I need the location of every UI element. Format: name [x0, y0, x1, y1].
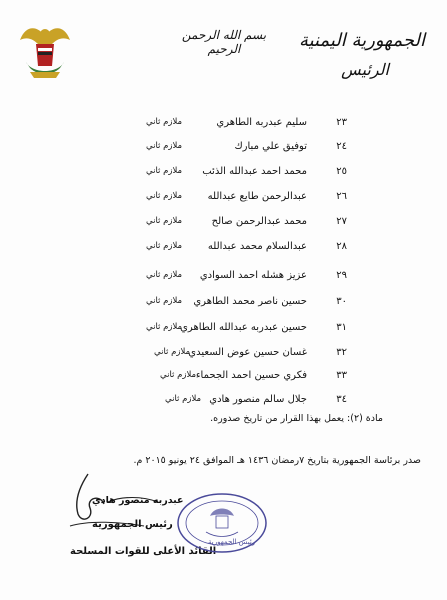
- list-item: [0, 322, 447, 340]
- list-item: [0, 141, 447, 159]
- item-number: ٣٢: [336, 347, 347, 358]
- rank: ملازم ثاني: [146, 216, 183, 226]
- rank: ملازم ثاني: [146, 296, 183, 306]
- item-number: ٣٠: [336, 296, 347, 307]
- issue-date-line: صدر برئاسة الجمهورية بتاريخ ٧رمضان ١٤٣٦ هـ الموافق ٢٤ يونيو ٢٠١٥ م.: [133, 455, 421, 466]
- signatory-command: القائد الأعلى للقوات المسلحة: [70, 546, 217, 557]
- article-clause: مادة (٢): يعمل بهذا القرار من تاريخ صدوره.: [210, 413, 383, 424]
- item-number: ٣٤: [336, 394, 347, 405]
- signatory-name: عبدربه منصور هادي: [92, 495, 184, 506]
- item-number: ٢٥: [336, 166, 347, 177]
- list-item: [0, 270, 447, 288]
- item-number: ٢٤: [336, 141, 347, 152]
- person-name: محمد احمد عبدالله الذئب: [202, 166, 307, 177]
- person-name: حسين ناصر محمد الطاهري: [193, 296, 307, 307]
- list-item: [0, 166, 447, 184]
- office-heading: الرئيس: [341, 60, 389, 79]
- seal-label: رئيس الجمهورية: [208, 538, 256, 546]
- person-name: عزيز هشله احمد السوادي: [199, 270, 307, 281]
- rank: ملازم ثاني: [146, 270, 183, 280]
- rank: ملازم ثاني: [154, 347, 191, 357]
- list-item: [0, 216, 447, 234]
- rank: ملازم ثاني: [160, 370, 197, 380]
- list-item: [0, 394, 447, 412]
- list-item: [0, 241, 447, 259]
- rank: ملازم ثاني: [146, 141, 183, 151]
- rank: ملازم ثاني: [146, 117, 183, 127]
- person-name: جلال سالم منصور هادي: [209, 394, 307, 405]
- item-number: ٢٧: [336, 216, 347, 227]
- person-name: فكري حسين احمد الجحماء: [195, 370, 307, 381]
- signatory-title: رئيس الجمهورية: [92, 519, 173, 530]
- list-item: [0, 370, 447, 388]
- list-item: [0, 191, 447, 209]
- item-number: ٢٣: [336, 117, 347, 128]
- person-name: عبدالرحمن طايع عبدالله: [207, 191, 307, 202]
- list-item: [0, 296, 447, 314]
- item-number: ٢٦: [336, 191, 347, 202]
- rank: ملازم ثاني: [146, 166, 183, 176]
- person-name: محمد عبدالرحمن صالح: [211, 216, 307, 227]
- person-name: توفيق علي مبارك: [234, 141, 307, 152]
- item-number: ٢٩: [336, 270, 347, 281]
- person-name: عبدالسلام محمد عبدالله: [207, 241, 307, 252]
- list-item: [0, 117, 447, 135]
- rank: ملازم ثاني: [146, 322, 183, 332]
- item-number: ٣٣: [336, 370, 347, 381]
- republic-heading: الجمهورية اليمنية: [298, 30, 425, 51]
- rank: ملازم ثاني: [146, 241, 183, 251]
- person-name: سليم عبدربه الطاهري: [216, 117, 307, 128]
- rank: ملازم ثاني: [165, 394, 202, 404]
- person-name: حسين عبدربه عبدالله الطاهري: [180, 322, 307, 333]
- list-item: [0, 347, 447, 365]
- yemen-emblem-icon: [16, 18, 74, 82]
- item-number: ٢٨: [336, 241, 347, 252]
- person-name: غسان حسين عوض السعيدي: [188, 347, 307, 358]
- rank: ملازم ثاني: [146, 191, 183, 201]
- item-number: ٣١: [336, 322, 347, 333]
- basmala: بسم الله الرحمن الرحيم: [181, 28, 267, 56]
